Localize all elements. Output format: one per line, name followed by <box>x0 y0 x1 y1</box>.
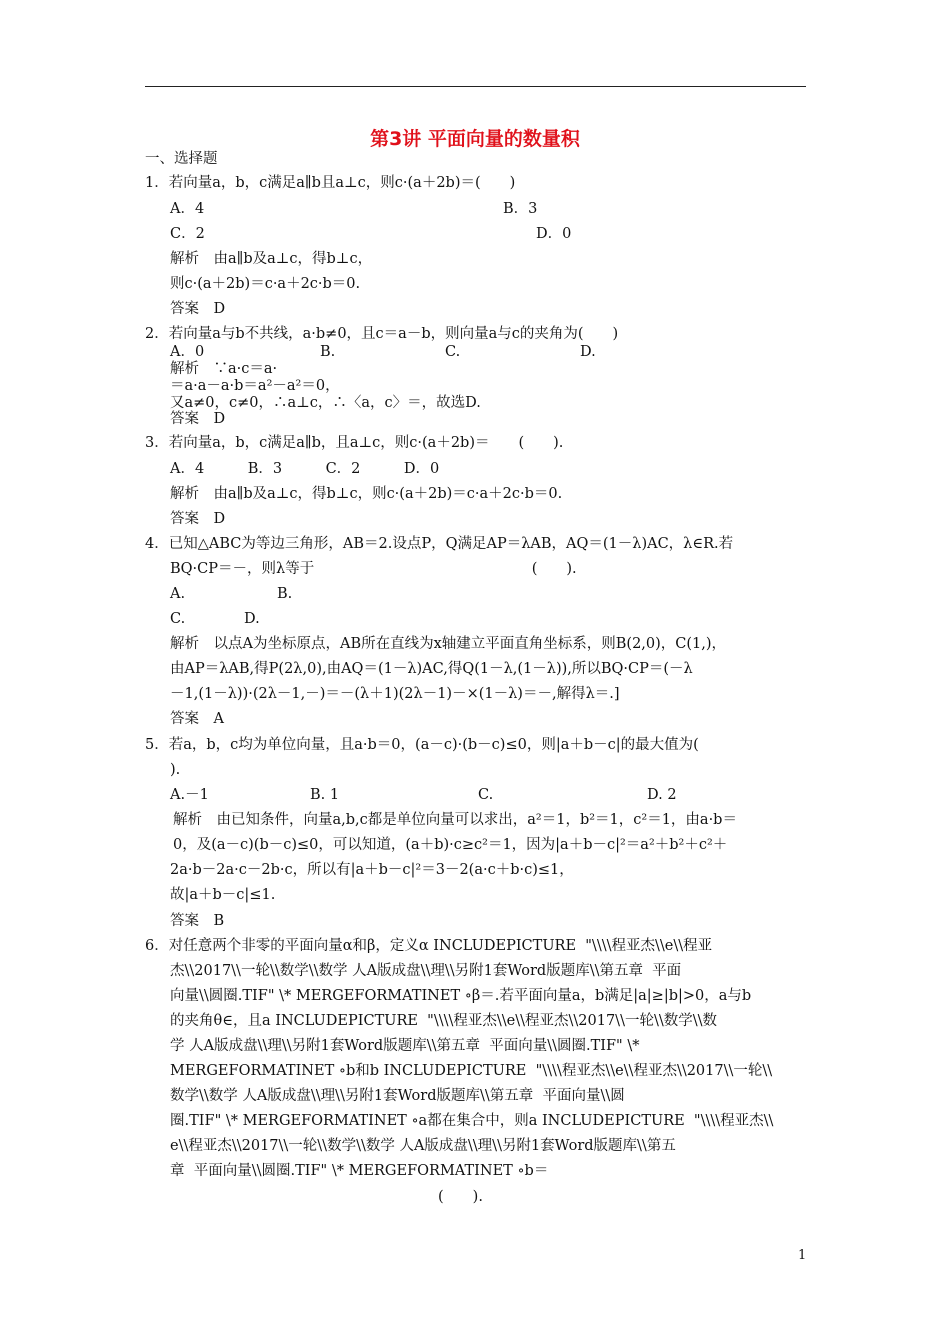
option-c: C．2 <box>170 226 205 242</box>
question-5-cont: ). <box>170 762 181 778</box>
option-a: A.－1 <box>170 787 209 803</box>
question-4: 4．已知△ABC为等边三角形，AB＝2.设点P，Q满足AP＝λAB，AQ＝(1－λ)AC，λ∈R.若 <box>145 536 734 552</box>
analysis-line: －1,(1－λ))·(2λ－1,－)＝－(λ＋1)(2λ－1)－×(1－λ)＝－,解得λ＝.] <box>170 686 620 702</box>
analysis-line: 由AP＝λAB,得P(2λ,0),由AQ＝(1－λ)AC,得Q(1－λ,(1－λ)),所以BQ·CP＝(－λ <box>170 661 693 677</box>
option-a: A. <box>170 586 186 602</box>
option-b: B．3 <box>503 201 538 217</box>
option-c: C. <box>478 787 494 803</box>
question-6: 6．对任意两个非零的平面向量α和β，定义α INCLUDEPICTURE "\\\\程亚杰\\e\\程亚 <box>145 938 713 954</box>
question-6-cont: 杰\\2017\\一轮\\数学\\数学 人A版成盘\\理\\另附1套Word版题库\\第五章 平面 <box>170 963 682 979</box>
question-6-cont: 的夹角θ∈，且a INCLUDEPICTURE "\\\\程亚杰\\e\\程亚杰\\2017\\一轮\\数学\\数 <box>170 1013 717 1029</box>
question-6-cont: 数学\\数学 人A版成盘\\理\\另附1套Word版题库\\第五章 平面向量\\圆 <box>170 1088 625 1104</box>
analysis-line: ＝a·a－a·b＝a²－a²＝0， <box>170 378 340 394</box>
answer-line: 答案 D <box>170 411 226 427</box>
section-heading: 一、选择题 <box>145 151 218 167</box>
option-d: D．0 <box>536 226 572 242</box>
option-a: A．4 <box>170 201 205 217</box>
option-b: B. 1 <box>310 787 340 803</box>
question-6-cont: e\\程亚杰\\2017\\一轮\\数学\\数学 人A版成盘\\理\\另附1套Word版题库\\第五 <box>170 1138 676 1154</box>
question-6-cont: MERGEFORMATINET ∘b和b INCLUDEPICTURE "\\\\程亚杰\\e\\程亚杰\\2017\\一轮\\ <box>170 1063 773 1079</box>
analysis-line: 解析 由已知条件，向量a,b,c都是单位向量可以求出，a²＝1，b²＝1，c²＝1，由a·b＝ <box>173 812 737 828</box>
option-a: A．0 <box>170 344 205 360</box>
analysis-line: 解析 由a∥b及a⊥c，得b⊥c，则c·(a＋2b)＝c·a＋2c·b＝0. <box>170 486 563 502</box>
option-d: D. 2 <box>647 787 677 803</box>
question-6-cont: 向量\\圆圈.TIF" \* MERGEFORMATINET ∘β＝.若平面向量a，b满足|a|≥|b|>0，a与b <box>170 988 752 1004</box>
analysis-line: 解析 由a∥b及a⊥c，得b⊥c， <box>170 251 373 267</box>
answer-blank: ( ). <box>438 1189 483 1205</box>
header-rule <box>145 86 806 87</box>
question-5: 5．若a，b，c均为单位向量，且a·b＝0，(a－c)·(b－c)≤0，则|a＋b－c|的最大值为( <box>145 737 699 753</box>
analysis-line: 故|a＋b－c|≤1. <box>170 887 276 903</box>
analysis-line: 解析 ∵a·c＝a· <box>170 361 278 377</box>
question-6-cont: 圈.TIF" \* MERGEFORMATINET ∘a都在集合中，则a INCLUDEPICTURE "\\\\程亚杰\\ <box>170 1113 774 1129</box>
option-d: D. <box>244 611 260 627</box>
analysis-line: 又a≠0，c≠0，∴a⊥c，∴〈a，c〉＝，故选D. <box>170 395 481 411</box>
option-b: B. <box>277 586 293 602</box>
answer-line: 答案 B <box>170 913 225 929</box>
page-number: 1 <box>798 1248 807 1263</box>
analysis-line: 0，及(a－c)(b－c)≤0，可以知道，(a＋b)·c≥c²＝1，因为|a＋b－c|²＝a²＋b²＋c²＋ <box>173 837 728 853</box>
page-title: 第3讲 平面向量的数量积 <box>370 128 580 150</box>
options-row: A．4 B．3 C．2 D．0 <box>170 461 440 477</box>
answer-line: 答案 A <box>170 711 224 727</box>
question-6-cont: 章 平面向量\\圆圈.TIF" \* MERGEFORMATINET ∘b＝ <box>170 1163 549 1179</box>
answer-line: 答案 D <box>170 511 226 527</box>
question-4-cont: BQ·CP＝－，则λ等于 ( ). <box>170 561 577 577</box>
analysis-line: 解析 以点A为坐标原点，AB所在直线为x轴建立平面直角坐标系，则B(2,0)，C(1,)， <box>170 636 727 652</box>
question-3: 3．若向量a，b，c满足a∥b，且a⊥c，则c·(a＋2b)＝ ( ). <box>145 435 564 451</box>
analysis-line: 2a·b－2a·c－2b·c，所以有|a＋b－c|²＝3－2(a·c＋b·c)≤1， <box>170 862 574 878</box>
option-c: C. <box>170 611 186 627</box>
question-2: 2．若向量a与b不共线，a·b≠0，且c＝a－b，则向量a与c的夹角为( ) <box>145 326 619 342</box>
answer-line: 答案 D <box>170 301 226 317</box>
option-b: B. <box>320 344 336 360</box>
option-c: C. <box>445 344 461 360</box>
question-1: 1．若向量a，b，c满足a∥b且a⊥c，则c·(a＋2b)＝( ) <box>145 175 516 191</box>
question-6-cont: 学 人A版成盘\\理\\另附1套Word版题库\\第五章 平面向量\\圆圈.TIF" \* <box>170 1038 640 1054</box>
option-d: D. <box>580 344 596 360</box>
analysis-line: 则c·(a＋2b)＝c·a＋2c·b＝0. <box>170 276 361 292</box>
